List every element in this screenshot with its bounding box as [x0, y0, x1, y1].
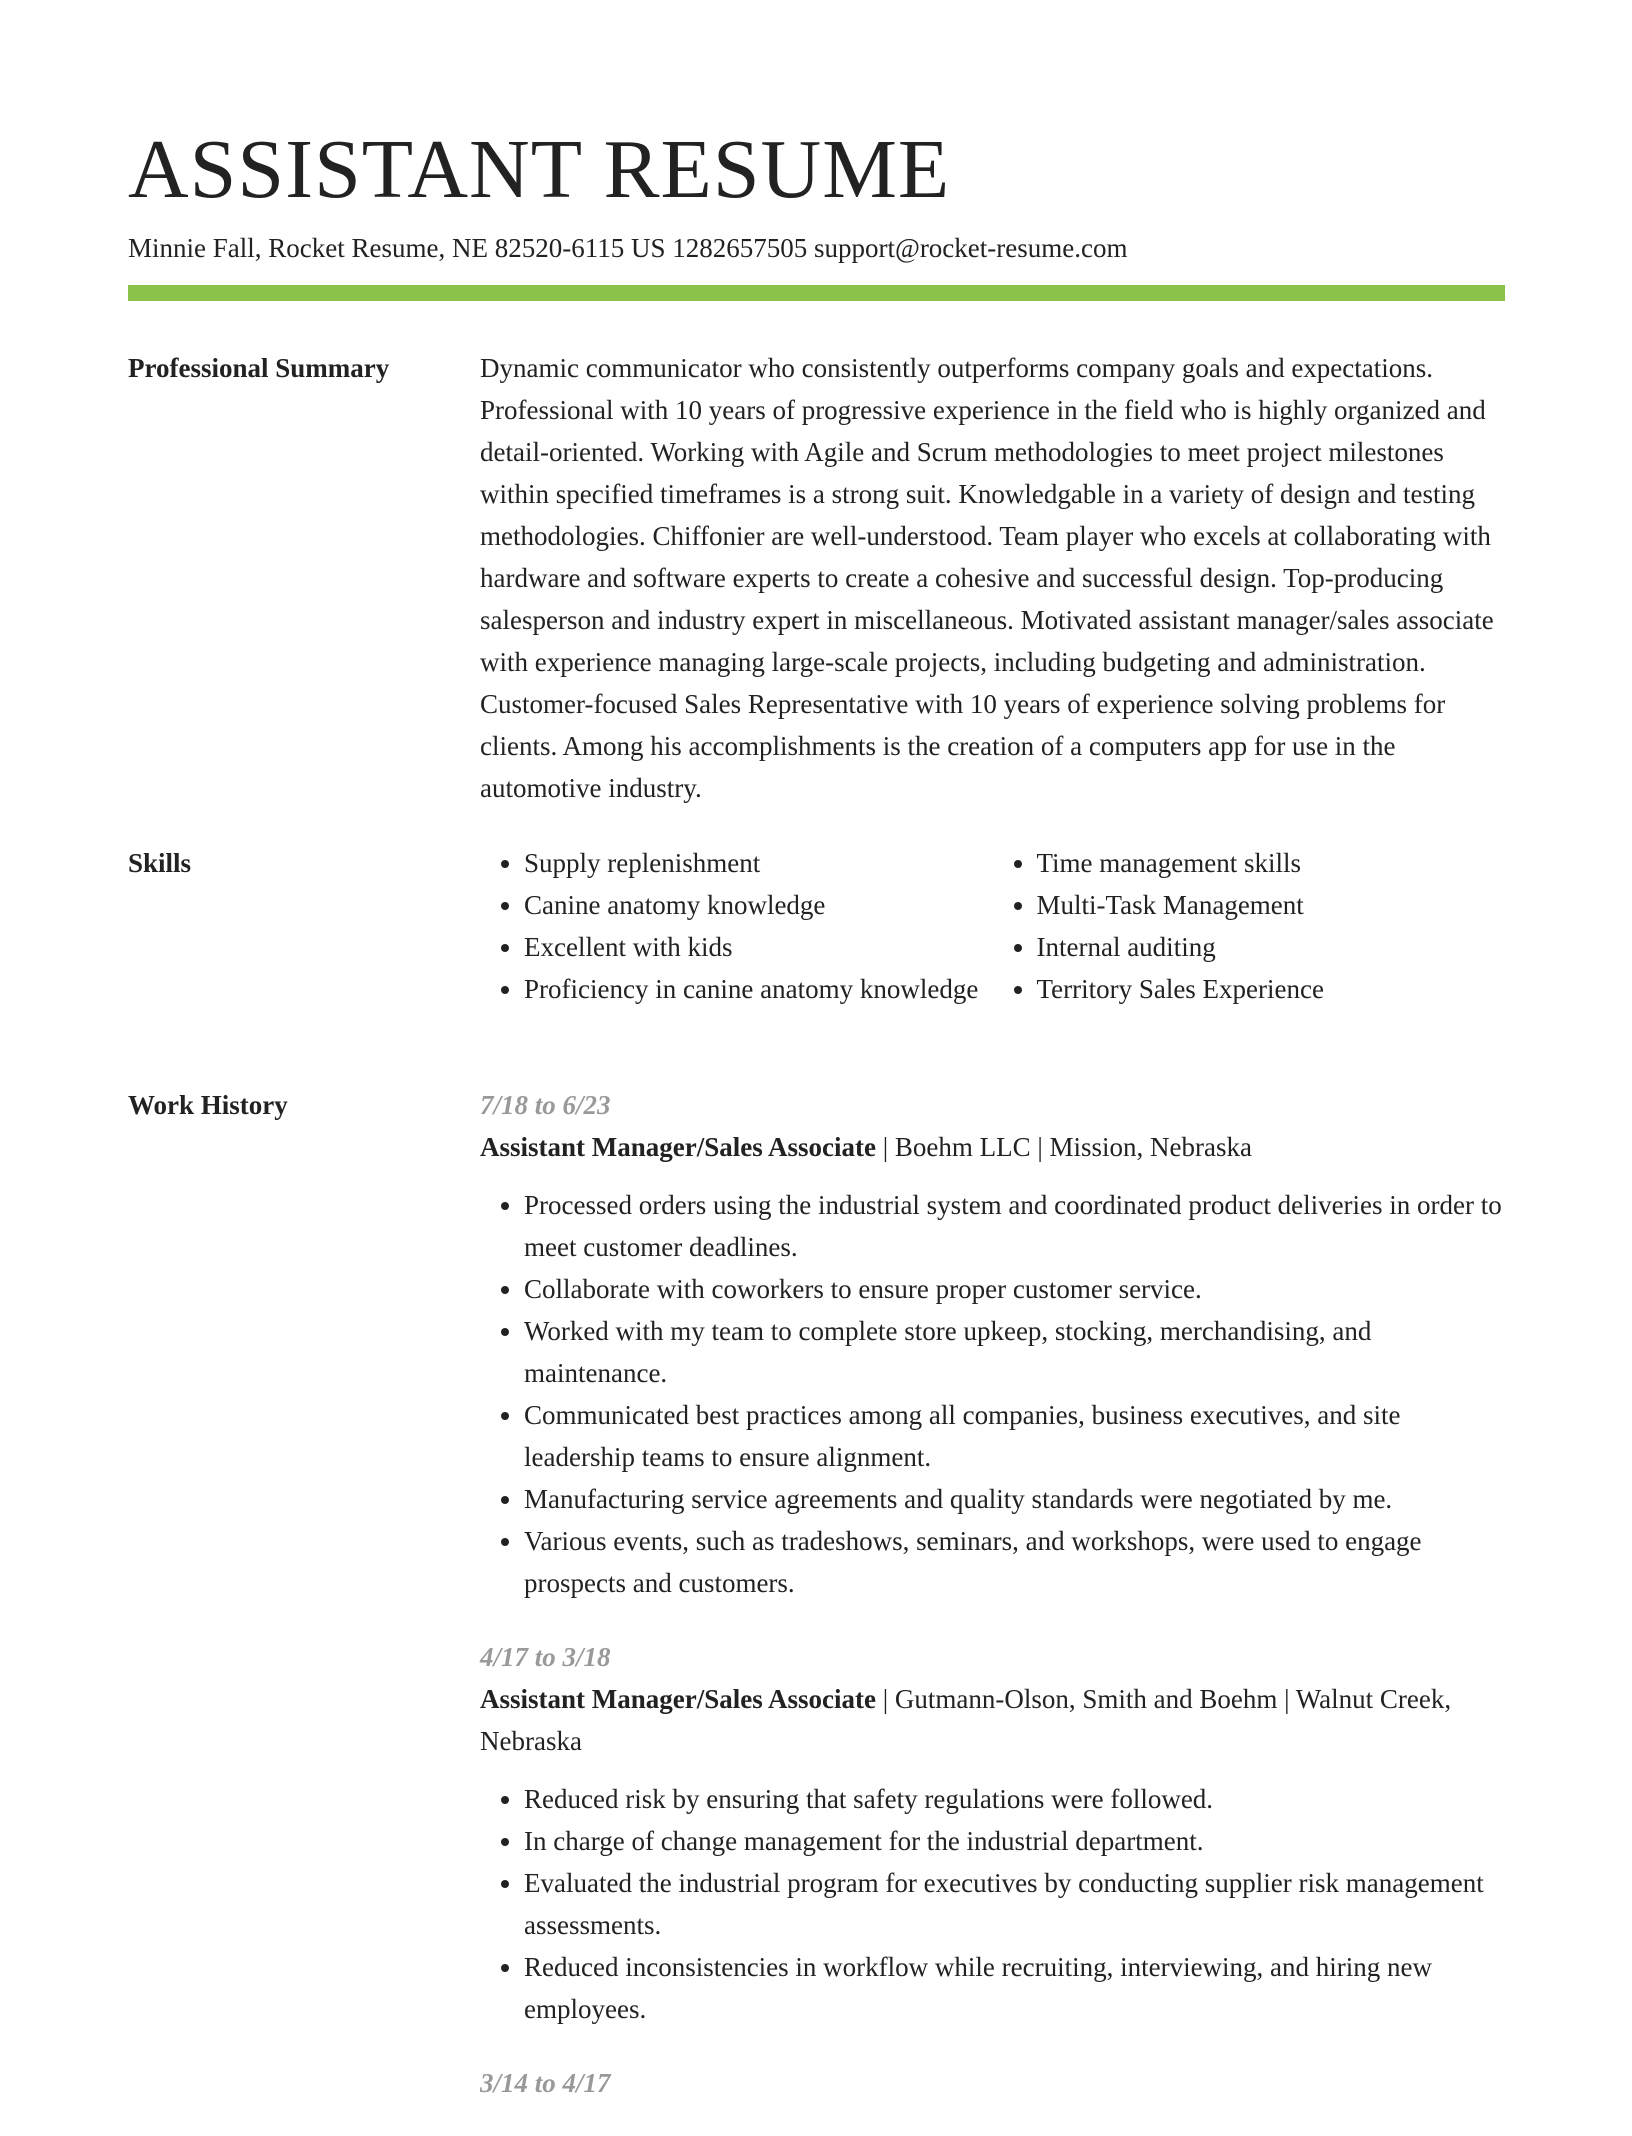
skills-columns — [480, 842, 1505, 1010]
job-entry — [480, 1084, 1505, 1604]
skills-list-right — [993, 842, 1506, 1010]
header-divider — [128, 285, 1505, 301]
skill-item: • Time management skills — [1037, 842, 1506, 884]
job-title: Assistant Manager/Sales Associate — [480, 1132, 876, 1162]
contact-line: Minnie Fall, Rocket Resume, NE 82520-6115 US 1282657505 support@rocket-resume.com — [128, 233, 1128, 263]
job-title: Assistant Manager/Sales Associate — [480, 1684, 876, 1714]
job-bullet: • Worked with my team to complete store upkeep, stocking, merchandising, and maintenance. — [524, 1310, 1505, 1394]
job-entry — [480, 1636, 1505, 2030]
job-entry — [480, 2062, 1505, 2104]
job-bullet: • Communicated best practices among all companies, business executives, and site leadership teams to ensure alignment. — [524, 1394, 1505, 1478]
job-details: | Boehm LLC | Mission, Nebraska — [875, 1132, 1253, 1162]
job-bullet: • In charge of change management for the industrial department. — [524, 1820, 1505, 1862]
skill-item: • Proficiency in canine anatomy knowledge — [524, 968, 993, 1010]
skill-item: • Territory Sales Experience — [1037, 968, 1506, 1010]
skill-item: • Supply replenishment — [524, 842, 993, 884]
job-dates: 7/18 to 6/23 — [480, 1090, 611, 1120]
summary-text: Dynamic communicator who consistently outperforms company goals and expectations. Professional with 10 years of progressive experience in the field who is highly organized and detail-oriented. Working with Agile and Scrum methodologies to meet project milestones within specified timeframes is a strong suit. Knowledgable in a variety of design and testing methodologies. Chiffonier are well-understood. Team player who excels at collaborating with hardware and software experts to create a cohesive and successful design. Top-producing salesperson and industry expert in miscellaneous. Motivated assistant manager/sales associate with experience managing large-scale projects, including budgeting and administration. Customer-focused Sales Representative with 10 years of experience solving problems for clients. Among his accomplishments is the creation of a computers app for use in the automotive industry. — [480, 353, 1494, 803]
job-dates: 4/17 to 3/18 — [480, 1642, 611, 1672]
job-details: | Gutmann-Olson, Smith and Boehm | Walnut Creek, Nebraska — [480, 1684, 1452, 1756]
skill-item: • Multi-Task Management — [1037, 884, 1506, 926]
job-bullet: • Reduced inconsistencies in workflow while recruiting, interviewing, and hiring new employees. — [524, 1946, 1505, 2030]
skills-list-left — [480, 842, 993, 1010]
job-bullets — [480, 1184, 1505, 1604]
skill-item: • Internal auditing — [1037, 926, 1506, 968]
job-bullets — [480, 1778, 1505, 2030]
job-heading — [480, 1126, 1505, 1168]
skill-item: • Canine anatomy knowledge — [524, 884, 993, 926]
resume-title: ASSISTANT RESUME — [128, 123, 951, 216]
job-bullet: • Manufacturing service agreements and quality standards were negotiated by me. — [524, 1478, 1505, 1520]
skill-item: • Excellent with kids — [524, 926, 993, 968]
summary-heading: Professional Summary — [128, 353, 390, 383]
job-bullet: • Reduced risk by ensuring that safety regulations were followed. — [524, 1778, 1505, 1820]
job-dates: 3/14 to 4/17 — [480, 2068, 611, 2098]
work-history-heading: Work History — [128, 1090, 288, 1120]
job-bullet: • Processed orders using the industrial system and coordinated product deliveries in order to meet customer deadlines. — [524, 1184, 1505, 1268]
job-bullet: • Evaluated the industrial program for executives by conducting supplier risk management assessments. — [524, 1862, 1505, 1946]
job-bullet: • Collaborate with coworkers to ensure proper customer service. — [524, 1268, 1505, 1310]
job-heading — [480, 1678, 1505, 1762]
job-bullet: • Various events, such as tradeshows, seminars, and workshops, were used to engage prospects and customers. — [524, 1520, 1505, 1604]
skills-heading: Skills — [128, 848, 192, 878]
